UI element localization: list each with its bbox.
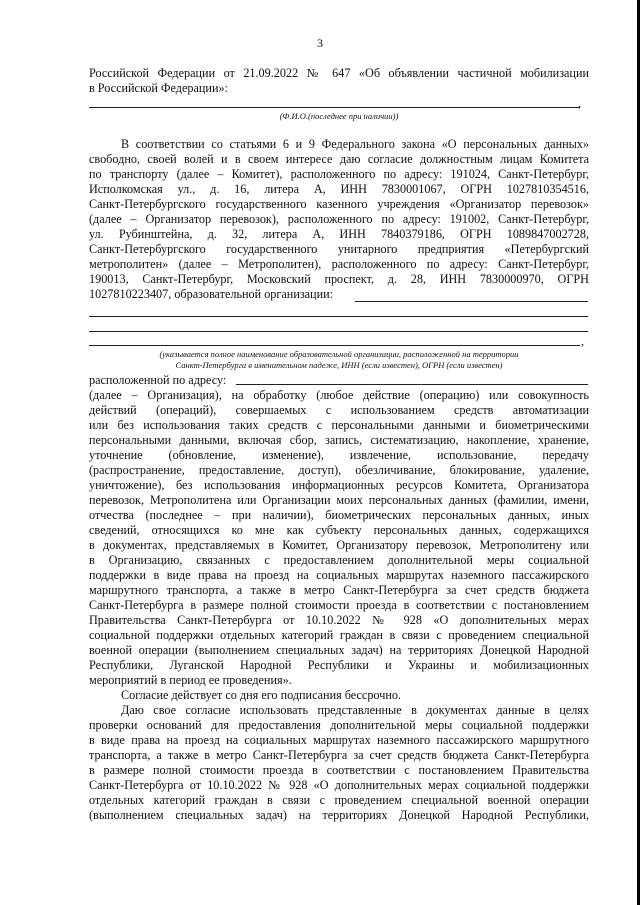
text-line: уточнение (обновление, изменение), извлечение, использование, передачу — [89, 448, 589, 462]
text-line: (выполнением специальных задач) на территориях Донецкой Народной Республики, — [89, 808, 589, 822]
text-line: Исполкомская ул., д. 16, литера А, ИНН 7830001067, ОГРН 1027810354516, — [89, 182, 589, 196]
text-line: или без использования таких средств с персональными данными и биометрическими — [89, 418, 589, 432]
text-line: проверки оснований для предоставления дополнительной меры социальной поддержки — [89, 718, 589, 732]
text-line: уничтожение), без использования информационных ресурсов Комитета, Организатора — [89, 478, 589, 492]
org-underline-4 — [89, 345, 580, 346]
org-underline-1 — [355, 301, 588, 302]
text-line: Российской Федерации от 21.09.2022 № 647 «Об объявлении частичной мобилизации — [89, 66, 589, 80]
text-line: В соответствии со статьями 6 и 9 Федерального закона «О персональных данных» — [121, 137, 589, 151]
text-line: Республики, Луганской Народной Республики и Украины и мобилизационных — [89, 658, 589, 672]
text-line: в документах, представляемых в Комитет, Организатору перевозок, Метрополитену или — [89, 538, 589, 552]
text-line: 190013, Санкт-Петербург, Московский проспект, д. 28, ИНН 7830000970, ОГРН — [89, 272, 589, 286]
intro-lines — [89, 66, 589, 96]
org-caption-line: (указывается полное наименование образовательной организации, расположенной на территории — [159, 349, 519, 359]
paragraph-processing — [89, 388, 589, 688]
text-line: 1027810223407, образовательной организации: — [89, 287, 334, 301]
paragraph-consent-intro — [89, 137, 589, 302]
fio-caption: (Ф.И.О.(последнее при наличии)) — [279, 111, 399, 121]
text-line: маршрутного транспорта, а также в метро Санкт-Петербурга за счет средств бюджета — [89, 583, 589, 597]
paragraph-validity — [89, 688, 589, 703]
paragraph-usage-consent — [89, 703, 589, 823]
text-line: отчества (последнее – при наличии), биометрических персональных данных, иных — [89, 508, 589, 522]
text-line: свободно, своей волей и в своем интересе даю согласие должностным лицам Комитета — [89, 152, 589, 166]
text-line: Правительства Санкт-Петербурга от 10.10.2022 № 928 «О дополнительных мерах — [89, 613, 589, 627]
org-caption — [89, 349, 589, 371]
text-line: (распространение, предоставление, доступ), обезличивание, блокирование, удаление, — [89, 463, 589, 477]
text-line: (далее – Организатор перевозок), расположенного по адресу: 191002, Санкт-Петербург, — [89, 212, 589, 226]
text-line: отдельных категорий граждан в связи с проведением специальной военной операции — [89, 793, 589, 807]
text-line: в виде права на проезд на социальных маршрутах наземного пассажирского маршрутного — [89, 733, 589, 747]
text-line: в Российской Федерации»: — [89, 81, 228, 95]
text-line: транспорта, а также в метро Санкт-Петербурга за счет средств бюджета Санкт-Петербурга — [89, 748, 589, 762]
text-line: в Организацию, связанных с предоставлением дополнительной меры социальной — [89, 553, 589, 567]
text-line: поддержки в виде права на проезд на социальных маршрутах наземного пассажирского — [89, 568, 589, 582]
text-line: персональными данными, включая сбор, запись, систематизацию, накопление, хранение, — [89, 433, 589, 447]
text-line: Согласие действует со дня его подписания бессрочно. — [121, 688, 401, 702]
text-line: Санкт-Петербурга в размере полной стоимости проезда в соответствии с постановлением — [89, 598, 589, 612]
text-line: сведений, относящихся ко мне как субъекту персональных данных, содержащихся — [89, 523, 589, 537]
address-label: расположенной по адресу: — [89, 373, 227, 387]
org-comma: , — [581, 334, 584, 348]
address-underline — [236, 384, 588, 385]
text-line: Санкт-Петербургского государственного казенного учреждения «Организатор перевозок» — [89, 197, 589, 211]
text-line: Санкт-Петербурга от 10.10.2022 № 928 «О дополнительных мерах социальной поддержки — [89, 778, 589, 792]
org-underline-2 — [89, 316, 588, 317]
text-line: военной операции (выполнением специальных задач) на территориях Донецкой Народной — [89, 643, 589, 657]
text-line: перевозок, Метрополитена или Организации моих персональных данных (фамилии, имени, — [89, 493, 589, 507]
text-line: действий (операций), совершаемых с использованием средств автоматизации — [89, 403, 589, 417]
text-line: по транспорту (далее – Комитет), расположенного по адресу: 191024, Санкт-Петербург, — [89, 167, 589, 181]
text-line: социальной поддержки отдельных категорий граждан в связи с проведением специальной — [89, 628, 589, 642]
text-line: мероприятий в период ее проведения». — [89, 673, 292, 687]
text-line: (далее – Организация), на обработку (любое действие (операцию) или совокупность — [89, 388, 589, 402]
text-line: Даю свое согласие использовать представленные в документах данные в целях — [121, 703, 589, 717]
text-line: метрополитен» (далее – Метрополитен), расположенного по адресу: Санкт-Петербург, — [89, 257, 589, 271]
page-number: 3 — [317, 36, 323, 50]
text-line: Санкт-Петербургского государственного унитарного предприятия «Петербургский — [89, 242, 589, 256]
text-line: ул. Рубинштейна, д. 32, литера А, ИНН 7840379186, ОГРН 1089847002728, — [89, 227, 589, 241]
org-caption-line: Санкт-Петербурга в именительном падеже, ИНН (если известен), ОГРН (если известен) — [175, 360, 503, 370]
fio-comma: , — [578, 96, 581, 110]
address-line — [89, 373, 589, 388]
org-underline-3 — [89, 331, 588, 332]
text-line: в размере полной стоимости проезда в соответствии с постановлением Правительства — [89, 763, 589, 777]
fio-underline — [89, 107, 580, 108]
